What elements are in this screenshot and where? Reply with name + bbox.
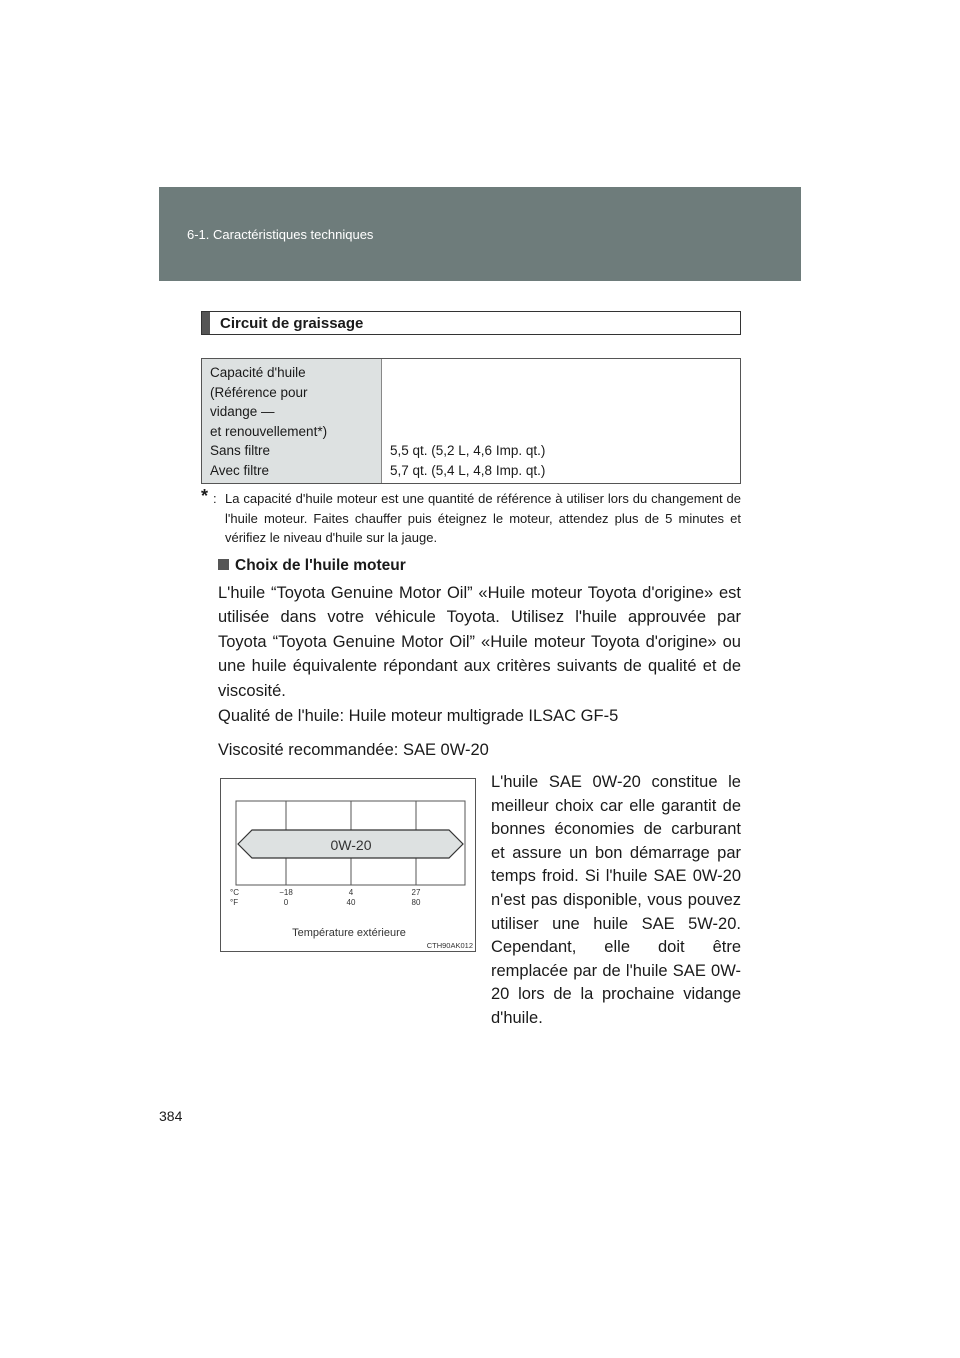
celsius-tick: 4 bbox=[348, 888, 354, 897]
section-title: Circuit de graissage bbox=[220, 315, 364, 332]
chapter-header-band bbox=[159, 187, 801, 281]
oil-quality-line: Qualité de l'huile: Huile moteur multigrade ILSAC GF-5 bbox=[218, 707, 619, 725]
side-paragraph: L'huile SAE 0W-20 constitue le meilleur choix car elle garantit de bonnes économies de carburant et assure un bon démarrage par temps froid. Si l'huile SAE 0W-20 n'est pas disponible, vous pouvez utiliser une huile SAE 5W-20. Cependant, elle doit être remplacée par de l'huile SAE 0W-20 lors de la prochaine vidange d'huile. bbox=[491, 773, 741, 1027]
spec-label-cell bbox=[202, 359, 382, 483]
body-paragraph: L'huile “Toyota Genuine Motor Oil” «Huile moteur Toyota d'origine» est utilisée dans votre véhicule Toyota. Utilisez l'huile approuvée par Toyota “Toyota Genuine Motor Oil” «Huile moteur Toyota d'origine» ou une huile équivalente répondant aux critères suivants de qualité et de viscosité. bbox=[218, 584, 741, 700]
spec-label-line: Sans filtre bbox=[210, 443, 271, 458]
figure-code: CTH90AK012 bbox=[426, 941, 473, 950]
footnote-text: La capacité d'huile moteur est une quantité de référence à utiliser lors du changement de l'huile moteur. Faites chauffer puis éteignez le moteur, attendez plus de 5 minutes et vérifiez le niveau d'huile sur la jauge. bbox=[225, 491, 741, 545]
figure-caption: Température extérieure bbox=[292, 927, 406, 939]
spec-label-line: Avec filtre bbox=[210, 462, 270, 478]
spec-value-cell bbox=[382, 359, 740, 483]
section-title-bar bbox=[201, 311, 741, 335]
celsius-unit: °C bbox=[230, 888, 239, 897]
celsius-tick: 27 bbox=[411, 888, 421, 897]
square-bullet-icon bbox=[218, 559, 229, 570]
footnote-marker: * bbox=[201, 486, 209, 506]
oil-viscosity-line: Viscosité recommandée: SAE 0W-20 bbox=[218, 741, 489, 759]
celsius-tick: −18 bbox=[279, 888, 293, 897]
spec-label-line: (Référence pour bbox=[210, 384, 308, 400]
spec-value-with-filter: 5,7 qt. (5,4 L, 4,8 Imp. qt.) bbox=[390, 462, 546, 478]
fahrenheit-unit: °F bbox=[230, 898, 239, 907]
subsection-title: Choix de l'huile moteur bbox=[235, 557, 406, 574]
spec-label-line: Capacité d'huile bbox=[210, 365, 306, 380]
fahrenheit-tick: 0 bbox=[283, 898, 289, 907]
footnote bbox=[201, 486, 741, 548]
fahrenheit-tick: 80 bbox=[411, 898, 421, 907]
breadcrumb: 6-1. Caractéristiques techniques bbox=[187, 227, 374, 242]
oil-capacity-table bbox=[201, 358, 741, 484]
spec-value-without-filter: 5,5 qt. (5,2 L, 4,6 Imp. qt.) bbox=[390, 443, 546, 458]
page-number: 384 bbox=[159, 1108, 183, 1124]
subsection-heading bbox=[218, 557, 406, 575]
section-accent bbox=[202, 312, 210, 334]
spec-label-line: vidange — bbox=[210, 404, 275, 419]
fahrenheit-tick: 40 bbox=[346, 898, 356, 907]
grade-label: 0W-20 bbox=[330, 837, 372, 853]
viscosity-diagram bbox=[221, 779, 477, 953]
viscosity-temperature-figure bbox=[220, 778, 476, 952]
footnote-colon: : bbox=[213, 491, 217, 506]
spec-label-line: et renouvellement*) bbox=[210, 423, 328, 439]
